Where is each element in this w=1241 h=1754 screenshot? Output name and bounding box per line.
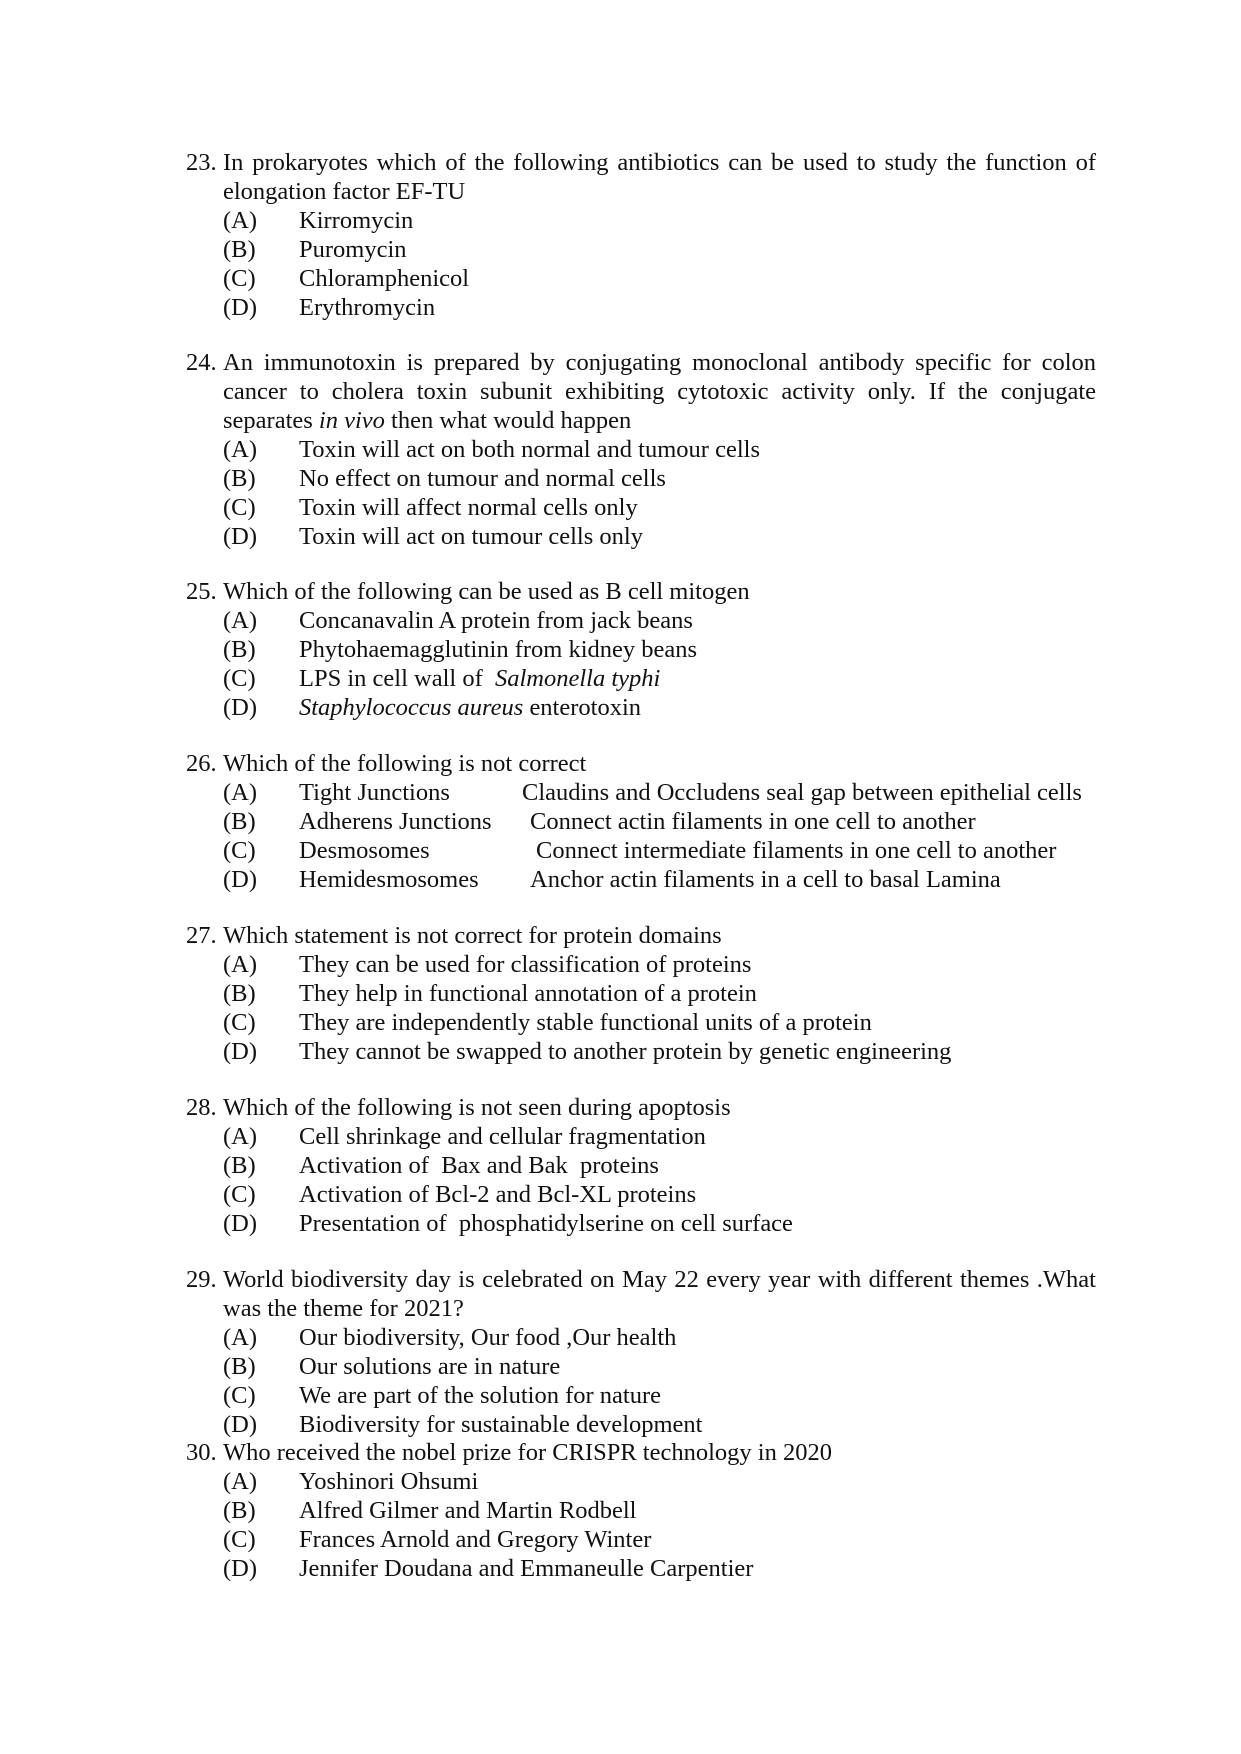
option-text: No effect on tumour and normal cells: [299, 465, 666, 492]
option-term: Hemidesmosomes: [299, 866, 479, 893]
option-term: Tight Junctions: [299, 779, 450, 806]
option-label: (D): [223, 1411, 258, 1438]
option-c: [186, 1180, 1096, 1209]
option-text: They help in functional annotation of a protein: [299, 980, 757, 1007]
option-label: (C): [223, 1526, 256, 1553]
option-b: [186, 635, 1096, 664]
option-term: Adherens Junctions: [299, 808, 492, 835]
option-b: [186, 235, 1096, 264]
option-label: (A): [223, 607, 258, 634]
question-27: [186, 921, 1096, 1066]
option-text: Kirromycin: [299, 207, 414, 234]
option-text: Cell shrinkage and cellular fragmentation: [299, 1123, 706, 1150]
option-a: [186, 1122, 1096, 1151]
option-text: Alfred Gilmer and Martin Rodbell: [299, 1497, 637, 1524]
option-c: [186, 1008, 1096, 1037]
option-label: (A): [223, 436, 258, 463]
question-number: 28.: [186, 1094, 217, 1121]
option-label: (B): [223, 1497, 256, 1524]
option-b: [186, 1151, 1096, 1180]
option-label: (A): [223, 779, 258, 806]
question-number: 25.: [186, 578, 217, 605]
option-text: Erythromycin: [299, 294, 436, 321]
option-label: (B): [223, 1353, 256, 1380]
option-b: [186, 464, 1096, 493]
question-23: [186, 148, 1096, 322]
option-label: (B): [223, 1152, 256, 1179]
option-text: Chloramphenicol: [299, 265, 470, 292]
option-label: (D): [223, 866, 258, 893]
question-number: 24.: [186, 349, 217, 376]
option-text: Puromycin: [299, 236, 407, 263]
option-text: Presentation of phosphatidylserine on cell surface: [299, 1210, 793, 1237]
option-label: (B): [223, 636, 256, 663]
option-c: [186, 264, 1096, 293]
option-label: (C): [223, 1382, 256, 1409]
option-text: Our solutions are in nature: [299, 1353, 561, 1380]
question-text: Which of the following can be used as B cell mitogen: [223, 578, 750, 605]
option-d: [186, 1209, 1096, 1238]
option-text: Our biodiversity, Our food ,Our health: [299, 1324, 677, 1351]
option-text: Biodiversity for sustainable development: [299, 1411, 703, 1438]
option-label: (B): [223, 980, 256, 1007]
option-d: [186, 1410, 1096, 1439]
option-b: [186, 979, 1096, 1008]
option-label: (D): [223, 523, 258, 550]
option-label: (C): [223, 665, 256, 692]
option-a: [186, 1467, 1096, 1496]
option-a: [186, 435, 1096, 464]
option-text: Activation of Bcl-2 and Bcl-XL proteins: [299, 1181, 697, 1208]
option-label: (A): [223, 1324, 258, 1351]
question-text: An immunotoxin is prepared by conjugating monoclonal antibody specific for colon cancer to cholera toxin subunit exhibiting cytotoxic activity only. If the conjugate separates in vivo then what would happen: [223, 349, 1096, 434]
question-number: 29.: [186, 1266, 217, 1293]
option-label: (C): [223, 837, 256, 864]
option-label: (D): [223, 1038, 258, 1065]
option-description: Connect actin filaments in one cell to another: [530, 808, 976, 835]
option-text: They can be used for classification of proteins: [299, 951, 752, 978]
question-26: [186, 749, 1096, 894]
option-c: [186, 1525, 1096, 1554]
option-a: [186, 778, 1096, 807]
question-28: [186, 1093, 1096, 1238]
option-description: Claudins and Occludens seal gap between epithelial cells: [522, 779, 1082, 806]
option-b: [186, 1496, 1096, 1525]
question-text: Who received the nobel prize for CRISPR technology in 2020: [223, 1439, 832, 1466]
option-label: (C): [223, 494, 256, 521]
question-number: 30.: [186, 1439, 217, 1466]
option-label: (B): [223, 465, 256, 492]
option-b: [186, 1352, 1096, 1381]
option-text: Phytohaemagglutinin from kidney beans: [299, 636, 698, 663]
option-b: [186, 807, 1096, 836]
option-text: Toxin will act on both normal and tumour cells: [299, 436, 760, 463]
option-c: [186, 1381, 1096, 1410]
option-a: [186, 1323, 1096, 1352]
question-text: Which of the following is not seen during apoptosis: [223, 1094, 731, 1121]
option-text: We are part of the solution for nature: [299, 1382, 661, 1409]
option-description: Anchor actin filaments in a cell to basal Lamina: [530, 866, 1001, 893]
option-d: [186, 865, 1096, 894]
option-label: (D): [223, 1555, 258, 1582]
option-label: (D): [223, 694, 258, 721]
option-d: [186, 293, 1096, 322]
question-number: 23.: [186, 149, 217, 176]
option-a: [186, 606, 1096, 635]
option-text: Toxin will affect normal cells only: [299, 494, 638, 521]
option-text: Activation of Bax and Bak proteins: [299, 1152, 659, 1179]
option-label: (C): [223, 1181, 256, 1208]
option-c: [186, 836, 1096, 865]
option-c: [186, 493, 1096, 522]
option-text: Staphylococcus aureus enterotoxin: [299, 694, 642, 721]
question-text: Which of the following is not correct: [223, 750, 587, 777]
question-30: [186, 1438, 1096, 1583]
option-label: (A): [223, 207, 258, 234]
option-d: [186, 693, 1096, 722]
option-d: [186, 1554, 1096, 1583]
option-text: Toxin will act on tumour cells only: [299, 523, 643, 550]
option-description: Connect intermediate filaments in one cell to another: [536, 837, 1057, 864]
option-label: (C): [223, 1009, 256, 1036]
option-text: They are independently stable functional units of a protein: [299, 1009, 872, 1036]
option-text: Concanavalin A protein from jack beans: [299, 607, 693, 634]
option-label: (A): [223, 951, 258, 978]
option-c: [186, 664, 1096, 693]
option-label: (A): [223, 1123, 258, 1150]
option-label: (A): [223, 1468, 258, 1495]
option-label: (D): [223, 1210, 258, 1237]
option-a: [186, 206, 1096, 235]
question-24: [186, 348, 1096, 551]
question-text: Which statement is not correct for protein domains: [223, 922, 722, 949]
option-label: (B): [223, 808, 256, 835]
question-29: [186, 1265, 1096, 1439]
question-25: [186, 577, 1096, 722]
question-text: World biodiversity day is celebrated on May 22 every year with different themes .What was the theme for 2021?: [223, 1266, 1096, 1322]
option-label: (D): [223, 294, 258, 321]
option-term: Desmosomes: [299, 837, 430, 864]
option-d: [186, 522, 1096, 551]
option-text: They cannot be swapped to another protein by genetic engineering: [299, 1038, 952, 1065]
option-label: (C): [223, 265, 256, 292]
option-label: (B): [223, 236, 256, 263]
option-a: [186, 950, 1096, 979]
option-text: Jennifer Doudana and Emmaneulle Carpentier: [299, 1555, 754, 1582]
option-d: [186, 1037, 1096, 1066]
option-text: Yoshinori Ohsumi: [299, 1468, 479, 1495]
question-number: 26.: [186, 750, 217, 777]
option-text: Frances Arnold and Gregory Winter: [299, 1526, 652, 1553]
question-number: 27.: [186, 922, 217, 949]
question-text: In prokaryotes which of the following antibiotics can be used to study the function of elongation factor EF-TU: [223, 149, 1096, 205]
option-text: LPS in cell wall of Salmonella typhi: [299, 665, 661, 692]
